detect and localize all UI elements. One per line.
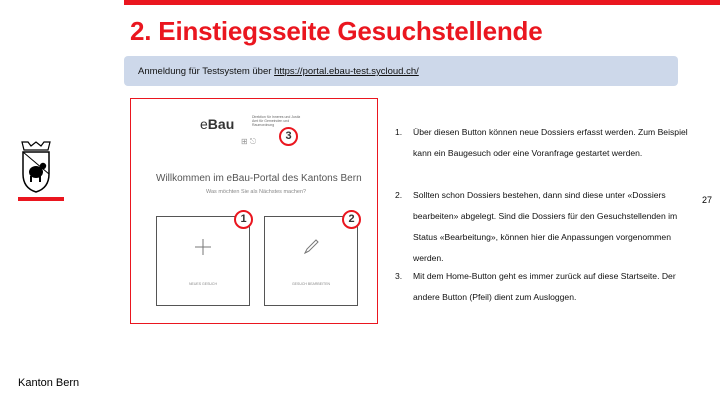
welcome-heading: Willkommen im eBau-Portal des Kantons Bern bbox=[156, 173, 362, 184]
page-number: 27 bbox=[702, 195, 713, 205]
ebau-logo: eBau bbox=[200, 116, 235, 132]
instruction-1 bbox=[395, 122, 705, 188]
new-dossier-label: NEUES GESUCH bbox=[188, 282, 217, 286]
instruction-2-number: 2. bbox=[395, 190, 403, 200]
instruction-1-text: Über diesen Button können neue Dossiers erfasst werden. Zum Beispiel kann ein Baugesuch oder eine Voranfrage gestartet werden. bbox=[413, 127, 688, 158]
instruction-1-number: 1. bbox=[395, 127, 403, 137]
welcome-subheading: Was möchten Sie als Nächstes machen? bbox=[206, 189, 307, 195]
footer-accent-line bbox=[18, 197, 64, 201]
notice-box bbox=[124, 56, 678, 86]
instruction-3 bbox=[395, 266, 705, 310]
new-dossier-card[interactable] bbox=[156, 216, 250, 306]
bern-crest-icon bbox=[18, 140, 54, 194]
department-name: Direktion für Inneres und Justiz Amt für Gemeinden und Raumordnung bbox=[252, 115, 301, 127]
slide-title: 2. Einstiegsseite Gesuchstellende bbox=[130, 16, 543, 46]
footer-label: Kanton Bern bbox=[18, 377, 80, 389]
callout-badge-2: 2 bbox=[342, 210, 361, 229]
notice-prefix: Anmeldung für Testsystem über bbox=[138, 66, 275, 77]
portal-screenshot bbox=[130, 98, 378, 324]
header-icons: ⊞ ⎋ bbox=[241, 137, 257, 146]
edit-dossier-label: GESUCH BEARBEITEN bbox=[291, 282, 331, 286]
plus-icon bbox=[157, 237, 249, 263]
instruction-2 bbox=[395, 185, 705, 269]
portal-link[interactable]: https://portal.ebau-test.sycloud.ch/ bbox=[274, 66, 419, 77]
instruction-2-text: Sollten schon Dossiers bestehen, dann sind diese unter «Dossiers bearbeiten» abgelegt. Sind die Dossiers für den Gesuchstellenden im Status «Bearbeitung», können hier die Anpassungen vorgenommen werden. bbox=[413, 190, 678, 263]
instruction-3-text: Mit dem Home-Button geht es immer zurück auf diese Startseite. Der andere Button (Pfeil) dient zum Ausloggen. bbox=[413, 271, 676, 302]
callout-badge-1: 1 bbox=[234, 210, 253, 229]
top-accent-bar bbox=[124, 0, 720, 5]
pencil-icon bbox=[265, 237, 357, 263]
edit-dossier-card[interactable] bbox=[264, 216, 358, 306]
notice-text bbox=[138, 66, 419, 77]
instruction-3-number: 3. bbox=[395, 271, 403, 281]
callout-badge-3: 3 bbox=[279, 127, 298, 146]
